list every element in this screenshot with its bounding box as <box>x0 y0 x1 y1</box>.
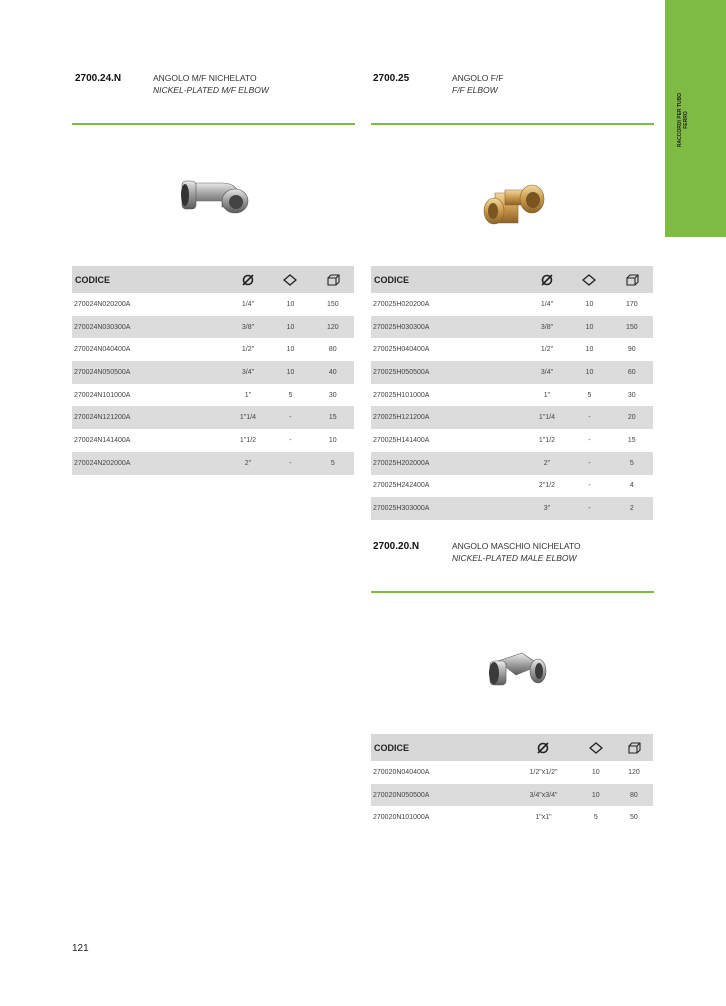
cell-code: 270025H030300A <box>371 316 526 339</box>
product-image-brass-elbow <box>410 135 620 260</box>
cell-pack: 10 <box>577 784 615 807</box>
cell-pack: - <box>568 497 610 520</box>
cell-pack: 10 <box>286 300 295 308</box>
cell-pack: 10 <box>269 361 311 384</box>
cell-size: 2" <box>526 452 569 475</box>
product-image-nickel-elbow <box>110 135 320 260</box>
cell-box: 15 <box>627 436 636 444</box>
cell-code: 270025H050500A <box>371 361 526 384</box>
spec-table <box>371 734 653 829</box>
description-en: NICKEL-PLATED MALE ELBOW <box>452 553 577 563</box>
table-row <box>371 361 653 384</box>
description-en: F/F ELBOW <box>452 85 498 95</box>
divider-rule <box>371 123 654 125</box>
cell-size: 1/4" <box>241 300 255 308</box>
cell-box: 4 <box>629 482 634 490</box>
cell-size: 1"1/2 <box>538 436 556 444</box>
cell-size: 1"1/4 <box>227 406 270 429</box>
cell-code: 270020N050500A <box>371 784 510 807</box>
table-row <box>72 406 354 429</box>
spec-table <box>371 266 653 520</box>
section-side-tab <box>665 0 726 237</box>
cell-pack: 5 <box>587 391 592 399</box>
table-row <box>371 384 653 407</box>
table-row <box>371 452 653 475</box>
product-description <box>153 72 269 96</box>
table-row <box>72 361 354 384</box>
cell-size: 1" <box>244 391 252 399</box>
cell-pack: 10 <box>286 346 295 354</box>
cell-box: 30 <box>627 391 636 399</box>
table-row <box>371 316 653 339</box>
box-quantity-icon <box>615 734 653 761</box>
cell-box: 15 <box>312 406 354 429</box>
cell-size: 3/4" <box>227 361 270 384</box>
cell-size: 3/4" <box>526 361 569 384</box>
cell-size: 2" <box>227 452 270 475</box>
spec-table <box>72 266 354 475</box>
cell-box: 120 <box>628 768 640 776</box>
table-row <box>371 406 653 429</box>
cell-code: 270020N101000A <box>373 814 430 822</box>
cell-box: 20 <box>611 406 653 429</box>
cell-box: 80 <box>615 784 653 807</box>
table-row <box>371 784 653 807</box>
cell-box: 80 <box>328 346 337 354</box>
column-code-header: CODICE <box>371 266 526 293</box>
cell-code: 270024N202000A <box>72 452 227 475</box>
cell-code: 270024N030300A <box>72 316 227 339</box>
cell-box: 10 <box>328 436 337 444</box>
cell-pack: 10 <box>585 300 594 308</box>
table-row <box>371 475 653 498</box>
description-en: NICKEL-PLATED M/F ELBOW <box>153 85 269 95</box>
cell-box: 120 <box>312 316 354 339</box>
cell-box: 170 <box>625 300 638 308</box>
cell-box: 150 <box>326 300 339 308</box>
diameter-icon <box>227 266 270 293</box>
description-it: ANGOLO F/F <box>452 73 504 83</box>
cell-box: 50 <box>630 814 638 822</box>
cell-code: 270024N050500A <box>72 361 227 384</box>
cell-code: 270025H101000A <box>373 391 430 399</box>
pack-quantity-icon <box>568 266 610 293</box>
table-row <box>371 293 653 316</box>
cell-code: 270025H141400A <box>373 436 430 444</box>
product-description <box>452 540 581 564</box>
description-it: ANGOLO MASCHIO NICHELATO <box>452 541 581 551</box>
column-code-header: CODICE <box>72 266 227 293</box>
cell-box: 150 <box>611 316 653 339</box>
table-row <box>371 429 653 452</box>
cell-size: 1"x1" <box>535 814 552 822</box>
cell-box: 30 <box>328 391 337 399</box>
cell-pack: - <box>588 436 591 444</box>
product-code: 2700.20.N <box>373 541 420 552</box>
cell-code: 270025H020200A <box>373 300 430 308</box>
box-quantity-icon <box>312 266 354 293</box>
cell-pack: 5 <box>288 391 293 399</box>
table-row <box>72 384 354 407</box>
cell-box: 5 <box>312 452 354 475</box>
cell-code: 270025H121200A <box>371 406 526 429</box>
cell-pack: 10 <box>568 316 610 339</box>
cell-size: 2"1/2 <box>538 482 556 490</box>
table-row <box>72 452 354 475</box>
cell-size: 3/8" <box>526 316 569 339</box>
section-label: RACCORDI PER TUBO FERRO <box>677 92 689 148</box>
cell-box: 5 <box>611 452 653 475</box>
cell-pack: 10 <box>568 361 610 384</box>
column-code-header: CODICE <box>371 734 510 761</box>
pack-quantity-icon <box>577 734 615 761</box>
cell-size: 3/4"x3/4" <box>510 784 577 807</box>
cell-code: 270024N101000A <box>74 391 131 399</box>
cell-size: 1" <box>543 391 551 399</box>
cell-box: 40 <box>312 361 354 384</box>
diameter-icon <box>526 266 569 293</box>
cell-pack: - <box>568 452 610 475</box>
table-row <box>371 497 653 520</box>
cell-code: 270025H242400A <box>373 482 430 490</box>
cell-code: 270025H040400A <box>373 346 430 354</box>
product-code: 2700.24.N <box>75 73 122 84</box>
product-code: 2700.25 <box>373 73 410 84</box>
table-row <box>72 338 354 361</box>
table-row <box>72 316 354 339</box>
pack-quantity-icon <box>269 266 311 293</box>
cell-size: 1"1/2 <box>239 436 257 444</box>
cell-code: 270025H303000A <box>371 497 526 520</box>
cell-size: 3/8" <box>227 316 270 339</box>
cell-box: 90 <box>627 346 636 354</box>
cell-code: 270024N020200A <box>74 300 131 308</box>
cell-pack: 5 <box>593 814 598 822</box>
product-image-nickel-male-elbow <box>410 603 620 728</box>
cell-box: 2 <box>611 497 653 520</box>
table-row <box>371 806 653 829</box>
cell-code: 270025H202000A <box>371 452 526 475</box>
cell-pack: - <box>269 452 311 475</box>
cell-pack: - <box>568 406 610 429</box>
box-quantity-icon <box>611 266 653 293</box>
description-it: ANGOLO M/F NICHELATO <box>153 73 257 83</box>
cell-pack: 10 <box>269 316 311 339</box>
cell-pack: 10 <box>591 768 600 776</box>
cell-code: 270024N040400A <box>74 346 131 354</box>
cell-code: 270024N121200A <box>72 406 227 429</box>
divider-rule <box>371 591 654 593</box>
product-description <box>452 72 503 96</box>
cell-size: 1"1/4 <box>526 406 569 429</box>
table-row <box>72 429 354 452</box>
table-row <box>72 293 354 316</box>
cell-box: 60 <box>611 361 653 384</box>
cell-code: 270024N141400A <box>74 436 131 444</box>
cell-pack: - <box>289 436 292 444</box>
cell-pack: - <box>269 406 311 429</box>
cell-size: 3" <box>526 497 569 520</box>
cell-size: 1/2" <box>241 346 255 354</box>
cell-pack: 10 <box>585 346 594 354</box>
diameter-icon <box>510 734 577 761</box>
cell-size: 1/2"x1/2" <box>529 768 558 776</box>
table-row <box>371 761 653 784</box>
page-number: 121 <box>72 943 89 954</box>
cell-size: 1/4" <box>540 300 554 308</box>
cell-pack: - <box>588 482 591 490</box>
divider-rule <box>72 123 355 125</box>
table-row <box>371 338 653 361</box>
cell-size: 1/2" <box>540 346 554 354</box>
cell-code: 270020N040400A <box>373 768 430 776</box>
